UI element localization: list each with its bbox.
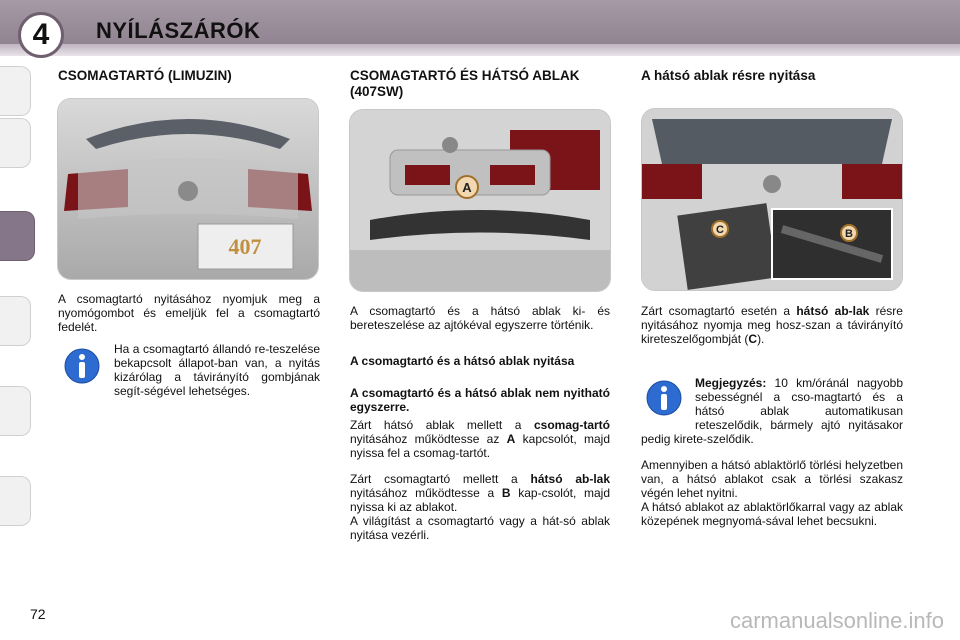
sw-subheading-not-together: A csomagtartó és a hátsó ablak nem nyitható egyszerre. <box>350 386 610 414</box>
sw-subheading-opening: A csomagtartó és a hátsó ablak nyitása <box>350 354 575 368</box>
sw-paragraph-trunk-opening: Zárt hátsó ablak mellett a csomag-tartó nyitásához működtesse az A kapcsolót, majd nyissa fel a csomag-tartót. <box>350 418 610 460</box>
svg-text:A: A <box>462 180 472 195</box>
svg-text:C: C <box>716 224 724 236</box>
rear-window-photo <box>641 108 903 291</box>
side-tab-strip <box>0 56 34 576</box>
watermark: carmanualsonline.info <box>729 608 944 633</box>
side-tab-active[interactable] <box>0 211 35 261</box>
side-tab[interactable] <box>0 118 31 168</box>
sw-car-illustration <box>350 110 610 291</box>
limuzin-paragraph: A csomagtartó nyitásához nyomjuk meg a nyomógombot és emeljük fel a csomagtartó fedelét. <box>58 292 320 334</box>
rear-window-paragraph: Zárt csomagtartó esetén a hátsó ab-lak résre nyitásához nyomja meg hosz-szan a távirányító kireteszelőgombját (C). <box>641 304 903 346</box>
page-number: 72 <box>30 606 46 622</box>
svg-text:407: 407 <box>228 234 262 259</box>
side-tab[interactable] <box>0 296 31 346</box>
rear-window-closing-paragraph: A hátsó ablakot az ablaktörlőkarral vagy az ablak közepének megnyomá-sával lehet becsukni. <box>641 500 903 528</box>
chapter-title: NYÍLÁSZÁRÓK <box>96 18 261 43</box>
section-heading-limuzin: CSOMAGTARTÓ (LIMUZIN) <box>58 68 232 83</box>
info-note-limuzin: Ha a csomagtartó állandó re-teszelése bekapcsolt állapot-ban van, a nyitás kizárólag a távirányító gombjának segít-ségével lehetséges. <box>114 342 320 398</box>
side-tab[interactable] <box>0 66 31 116</box>
svg-text:B: B <box>845 228 853 240</box>
trunk-photo-limuzin <box>57 98 319 280</box>
section-heading-rear-window: A hátsó ablak résre nyitása <box>641 68 816 83</box>
sw-paragraph-lighting: A világítást a csomagtartó vagy a hát-só ablak nyitása vezérli. <box>350 514 610 542</box>
rear-window-note: Megjegyzés: 10 km/óránál nagyobb sebességnél a cso-magtartó és a hátsó ablak automatikusan reteszelődik, bármely ajtó nyitásakor pedig kirete-szelődik. <box>641 376 903 446</box>
trunk-photo-407sw <box>349 109 611 292</box>
section-heading-407sw: CSOMAGTARTÓ ÉS HÁTSÓ ABLAK (407SW) <box>350 68 580 99</box>
sw-paragraph: A csomagtartó és a hátsó ablak ki- és bereteszelése az ajtókéval egyszerre történik. <box>350 304 610 332</box>
sw-paragraph-window-opening: Zárt csomagtartó mellett a hátsó ab-lak nyitásához működtesse a B kap-csolót, majd nyissa ki az ablakot. <box>350 472 611 514</box>
info-icon <box>64 348 100 384</box>
rear-window-illustration <box>642 109 902 290</box>
side-tab[interactable] <box>0 476 31 526</box>
rear-window-wiper-paragraph: Amennyiben a hátsó ablaktörlő törlési helyzetben van, a hátsó ablakot csak a törlési szakasz végén lehet nyitni. <box>641 458 903 500</box>
chapter-number: 4 <box>18 12 64 58</box>
header-shade <box>0 44 960 56</box>
side-tab[interactable] <box>0 386 31 436</box>
limuzin-car-illustration <box>58 99 318 279</box>
